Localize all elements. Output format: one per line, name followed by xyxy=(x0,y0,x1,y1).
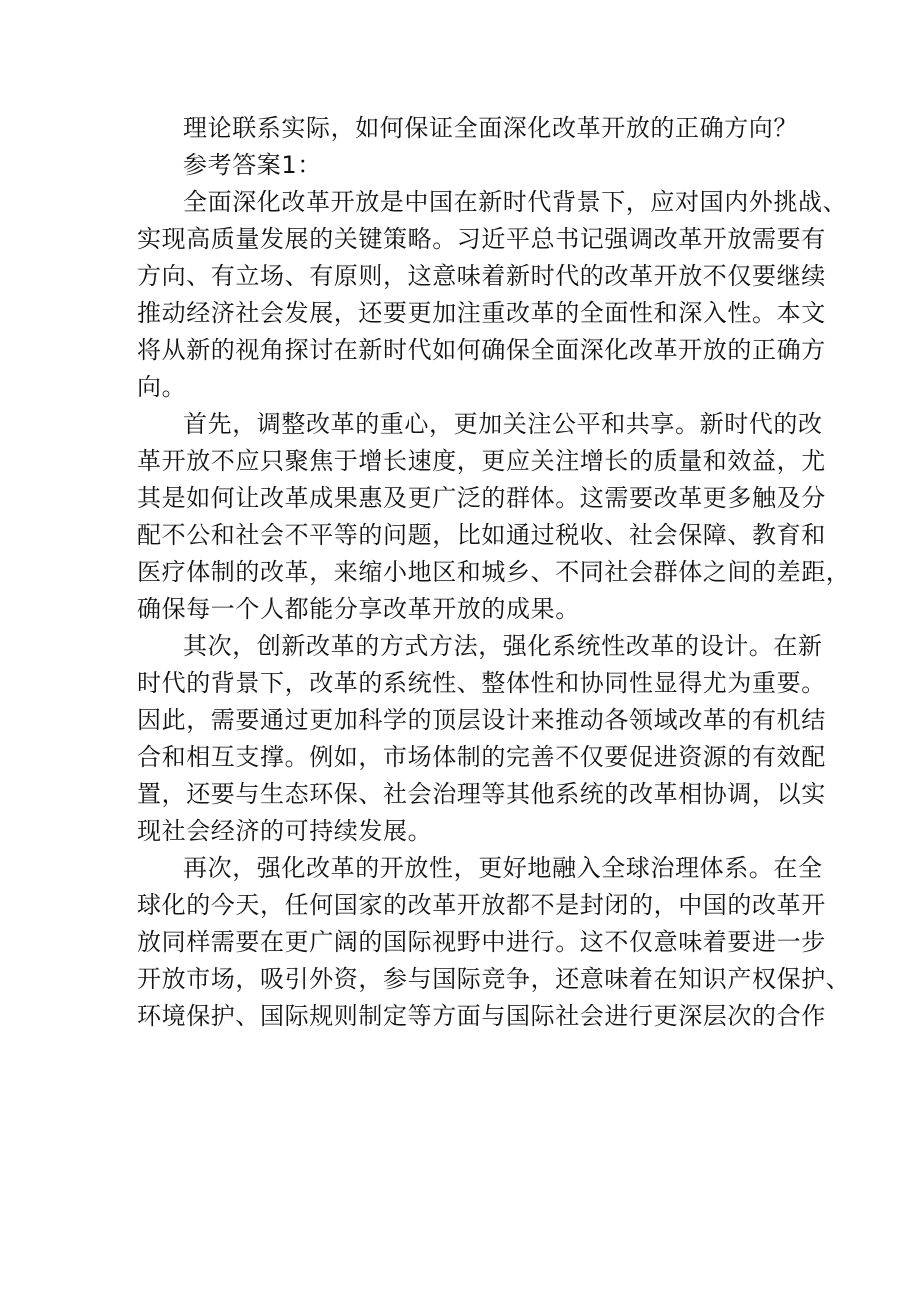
paragraph-line: 其是如何让改革成果惠及更广泛的群体。这需要改革更多触及分 xyxy=(137,484,826,512)
paragraph-line: 首先，调整改革的重心，更加关注公平和共享。新时代的改 xyxy=(183,410,823,438)
paragraph-line: 置，还要与生态环保、社会治理等其他系统的改革相协调，以实 xyxy=(137,780,826,808)
paragraph-line: 方向、有立场、有原则，这意味着新时代的改革开放不仅要继续 xyxy=(137,262,826,290)
paragraph-line: 确保每一个人都能分享改革开放的成果。 xyxy=(137,595,580,623)
paragraph-2 xyxy=(137,406,851,628)
question-heading: 理论联系实际，如何保证全面深化改革开放的正确方向？ xyxy=(183,114,798,142)
paragraph-line: 再次，强化改革的开放性，更好地融入全球治理体系。在全 xyxy=(183,854,823,882)
paragraph-line: 时代的背景下，改革的系统性、整体性和协同性显得尤为重要。 xyxy=(137,669,826,697)
paragraph-4 xyxy=(137,850,851,1035)
paragraph-1 xyxy=(137,184,848,406)
paragraph-line: 革开放不应只聚焦于增长速度，更应关注增长的质量和效益，尤 xyxy=(137,447,826,475)
paragraph-line: 开放市场，吸引外资，参与国际竞争，还意味着在知识产权保护、 xyxy=(137,965,851,993)
paragraph-line: 医疗体制的改革，来缩小地区和城乡、不同社会群体之间的差距， xyxy=(137,558,851,586)
paragraph-3 xyxy=(137,628,826,850)
paragraph-line: 推动经济社会发展，还要更加注重改革的全面性和深入性。本文 xyxy=(137,299,826,327)
answer-label: 参考答案1： xyxy=(183,151,322,179)
paragraph-line: 其次，创新改革的方式方法，强化系统性改革的设计。在新 xyxy=(183,632,823,660)
paragraph-line: 实现高质量发展的关键策略。习近平总书记强调改革开放需要有 xyxy=(137,225,826,253)
paragraph-line: 因此，需要通过更加科学的顶层设计来推动各领域改革的有机结 xyxy=(137,706,826,734)
paragraph-line: 全面深化改革开放是中国在新时代背景下，应对国内外挑战、 xyxy=(183,188,848,216)
paragraph-line: 将从新的视角探讨在新时代如何确保全面深化改革开放的正确方 xyxy=(137,336,826,364)
paragraph-line: 配不公和社会不平等的问题，比如通过税收、社会保障、教育和 xyxy=(137,521,826,549)
paragraph-line: 环境保护、国际规则制定等方面与国际社会进行更深层次的合作 xyxy=(137,1002,826,1030)
paragraph-line: 向。 xyxy=(137,373,187,401)
paragraph-line: 合和相互支撑。例如，市场体制的完善不仅要促进资源的有效配 xyxy=(137,743,826,771)
paragraph-line: 现社会经济的可持续发展。 xyxy=(137,817,433,845)
paragraph-line: 放同样需要在更广阔的国际视野中进行。这不仅意味着要进一步 xyxy=(137,928,826,956)
paragraph-line: 球化的今天，任何国家的改革开放都不是封闭的，中国的改革开 xyxy=(137,891,826,919)
